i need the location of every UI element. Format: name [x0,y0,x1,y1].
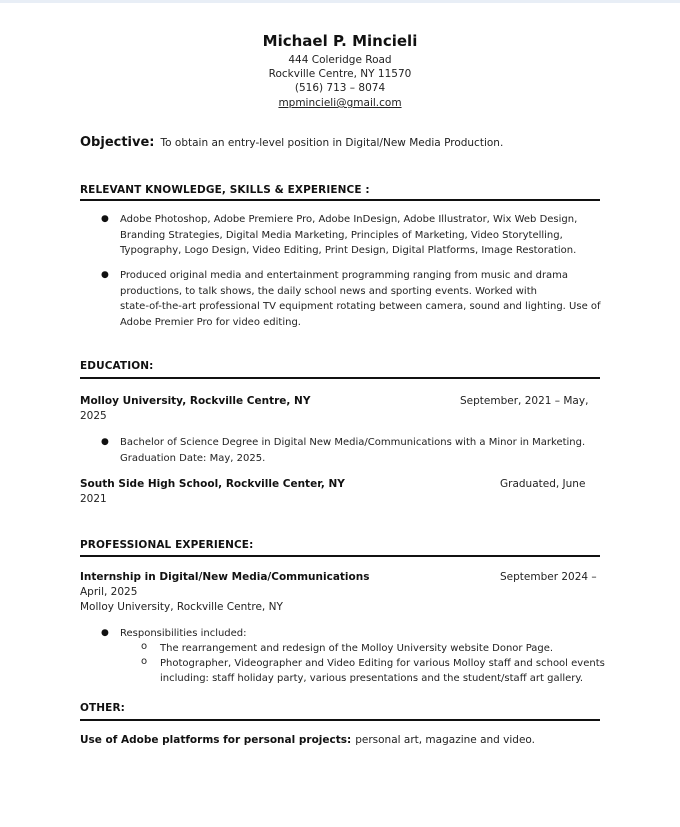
degree-bullet [120,435,610,466]
sub-bullet-icon: o [141,656,148,667]
resume-name: Michael P. Mincieli [262,32,418,50]
education-heading: EDUCATION: [80,360,154,372]
experience-rule [80,555,600,557]
skills-rule [80,199,600,201]
objective-label: Objective: [80,135,155,150]
skills-bullet-2 [120,268,610,330]
text-line: Branding Strategies, Digital Media Marketing, Principles of Marketing, Video Storytelling, [120,229,563,241]
school-1-date: September, 2021 – May, [460,395,589,407]
school-2-date-cont: 2021 [80,493,107,505]
text-line: The rearrangement and redesign of the Molloy University website Donor Page. [160,643,554,654]
school-1-name: Molloy University, Rockville Centre, NY [80,395,311,407]
school-2-name: South Side High School, Rockville Center, NY [80,478,345,490]
text-line: state-of-the-art professional TV equipment rotating between camera, sound and lighting. Use of [120,301,601,312]
responsibility-2 [160,656,610,686]
phone-number: (516) 713 – 8074 [294,82,386,94]
text-line: Graduation Date: May, 2025. [120,452,266,464]
text-line: including: staff holiday party, various presentations and the student/staff art gallery. [160,673,584,684]
text-line: Photographer, Videographer and Video Editing for various Molloy staff and school events [160,658,605,669]
text-line: Responsibilities included: [120,628,247,639]
objective-text: To obtain an entry-level position in Digital/New Media Production. [160,137,504,149]
email-link[interactable]: mpmincieli@gmail.com [278,97,402,109]
text-line: Bachelor of Science Degree in Digital New Media/Communications with a Minor in Marketing. [120,437,586,448]
bullet-icon: ● [101,437,109,447]
job-title: Internship in Digital/New Media/Communications [80,571,370,583]
bullet-icon: ● [101,270,109,280]
job-date-cont: April, 2025 [80,586,138,598]
address-street: 444 Coleridge Road [288,54,392,66]
address-city: Rockville Centre, NY 11570 [268,68,412,80]
text-line: Adobe Premier Pro for video editing. [120,316,301,328]
experience-heading: PROFESSIONAL EXPERIENCE: [80,539,254,551]
text-line: Adobe Photoshop, Adobe Premiere Pro, Adobe InDesign, Adobe Illustrator, Wix Web Design, [120,214,578,225]
bullet-icon: ● [101,214,109,224]
school-1-date-cont: 2025 [80,410,107,422]
text-line: productions, to talk shows, the daily school news and sporting events. Worked with [120,285,537,297]
skills-heading: RELEVANT KNOWLEDGE, SKILLS & EXPERIENCE : [80,184,370,196]
other-rule [80,719,600,721]
job-organization: Molloy University, Rockville Centre, NY [80,601,283,613]
other-label: Use of Adobe platforms for personal projects: [80,734,352,746]
other-text: personal art, magazine and video. [355,734,535,746]
other-item [80,734,535,746]
other-heading: OTHER: [80,702,125,714]
school-2-date: Graduated, June [500,478,586,490]
responsibility-1 [160,641,610,656]
job-date: September 2024 – [500,571,597,583]
skills-bullet-1 [120,212,610,259]
text-line: Typography, Logo Design, Video Editing, Print Design, Digital Platforms, Image Restoration. [120,245,577,256]
text-line: Produced original media and entertainment programming ranging from music and drama [120,270,569,281]
objective [80,135,503,150]
education-rule [80,377,600,379]
responsibilities-label [120,626,610,642]
bullet-icon: ● [101,628,109,638]
sub-bullet-icon: o [141,641,148,652]
